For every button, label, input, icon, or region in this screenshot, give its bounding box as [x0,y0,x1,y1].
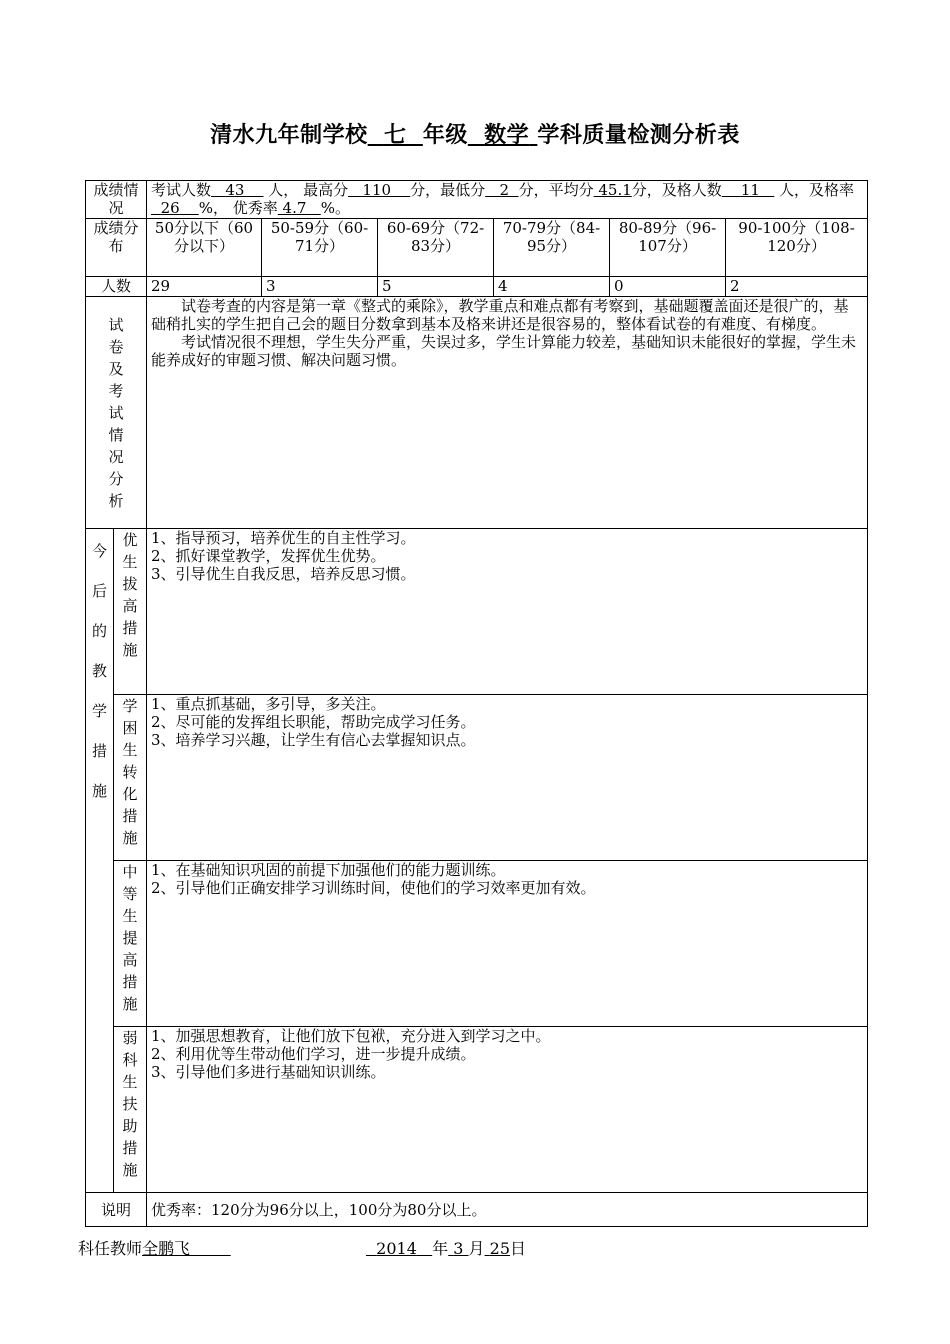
count-row [86,277,868,297]
measure-row [86,861,868,1027]
range-cell: 90-100分（108-120分） [726,219,868,277]
count-label: 人数 [86,277,147,297]
struggling-student-measures: 1、重点抓基础，多引导，多关注。 2、尽可能的发挥组长职能，帮助完成学习任务。 3、培养学习兴趣，让学生有信心去掌握知识点。 [147,695,868,861]
analysis-table [85,180,868,1227]
count-cell: 2 [726,277,868,297]
teacher-name: 全鹏飞 [142,1239,191,1258]
grade-value: 七 [383,123,407,148]
distribution-label: 成绩分布 [86,219,147,277]
date-year: 2014 [376,1239,417,1258]
date-day: 25 [489,1239,511,1258]
title-suffix: 学科质量检测分析表 [537,123,740,148]
count-cell: 5 [378,277,494,297]
analysis-row [86,297,868,529]
excellent-rate: 4.7 [282,199,307,217]
analysis-label: 试 卷 及 考 试 情 况 分 析 [86,297,147,529]
top-student-measures: 1、指导预习，培养优生的自主性学习。 2、抓好课堂教学，发挥优生优势。 3、引导优生自我反思，培养反思习惯。 [147,529,868,695]
note-label: 说明 [86,1193,147,1227]
distribution-row [86,219,868,277]
measure-row [86,1027,868,1193]
exam-count: 43 [225,181,245,199]
score-summary-content: 考试人数 43 人， 最高分 110 分，最低分 2 分，平均分 45.1分，及格人数 11 人，及格率 26 %， 优秀率 4.7 %。 [147,181,868,219]
range-cell: 50-59分（60-71分） [262,219,378,277]
footer [78,1236,527,1259]
pass-count: 11 [740,181,760,199]
date-month: 3 [453,1239,464,1258]
count-cell: 0 [610,277,726,297]
count-cell: 3 [262,277,378,297]
pass-rate: 26 [160,199,180,217]
analysis-paragraph-1: 试卷考查的内容是第一章《整式的乘除》，教学重点和难点都有考察到，基础题覆盖面还是很广的，基础稍扎实的学生把自己会的题目分数拿到基本及格来讲还是很容易的，整体看试卷的有难度、有梯度。 [151,297,849,333]
measure-row-top [86,529,868,695]
range-cell: 60-69分（72-83分） [378,219,494,277]
range-cell: 50分以下（60分以下） [147,219,262,277]
count-cell: 29 [147,277,262,297]
score-summary-row [86,181,868,219]
measures-label: 今 后 的 教 学 措 施 [86,529,114,1193]
score-summary-label: 成绩情况 [86,181,147,219]
grade-suffix: 年级 [422,123,468,148]
analysis-content [147,297,868,529]
school-name: 清水九年制学校 [210,123,368,148]
weak-subject-measures: 1、加强思想教育，让他们放下包袱，充分进入到学习之中。 2、利用优等生带动他们学习，进一步提升成绩。 3、引导他们多进行基础知识训练。 [147,1027,868,1193]
middle-student-measures: 1、在基础知识巩固的前提下加强他们的能力题训练。 2、引导他们正确安排学习训练时间，使他们的学习效率更加有效。 [147,861,868,1027]
weak-subject-label: 弱 科 生 扶 助 措 施 [114,1027,147,1193]
top-student-label: 优 生 拔 高 措 施 [114,529,147,695]
struggling-student-label: 学 困 生 转 化 措 施 [114,695,147,861]
avg-score: 45.1 [598,181,632,199]
date: 2014 年 3 月 25日 [376,1239,527,1258]
teacher-label: 科任教师 [78,1239,143,1258]
range-cell: 80-89分（96-107分） [610,219,726,277]
middle-student-label: 中 等 生 提 高 措 施 [114,861,147,1027]
min-score: 2 [499,181,510,199]
note-row [86,1193,868,1227]
measure-row [86,695,868,861]
max-score: 110 [362,181,392,199]
analysis-paragraph-2: 考试情况很不理想，学生失分严重，失误过多，学生计算能力较差，基础知识未能很好的掌握，学生未能养成好的审题习惯、解决问题习惯。 [151,333,857,369]
count-cell: 4 [494,277,610,297]
subject-value: 数学 [484,123,530,148]
range-cell: 70-79分（84-95分） [494,219,610,277]
note-text: 优秀率：120分为96分以上，100分为80分以上。 [147,1193,868,1227]
page-title [0,118,950,149]
